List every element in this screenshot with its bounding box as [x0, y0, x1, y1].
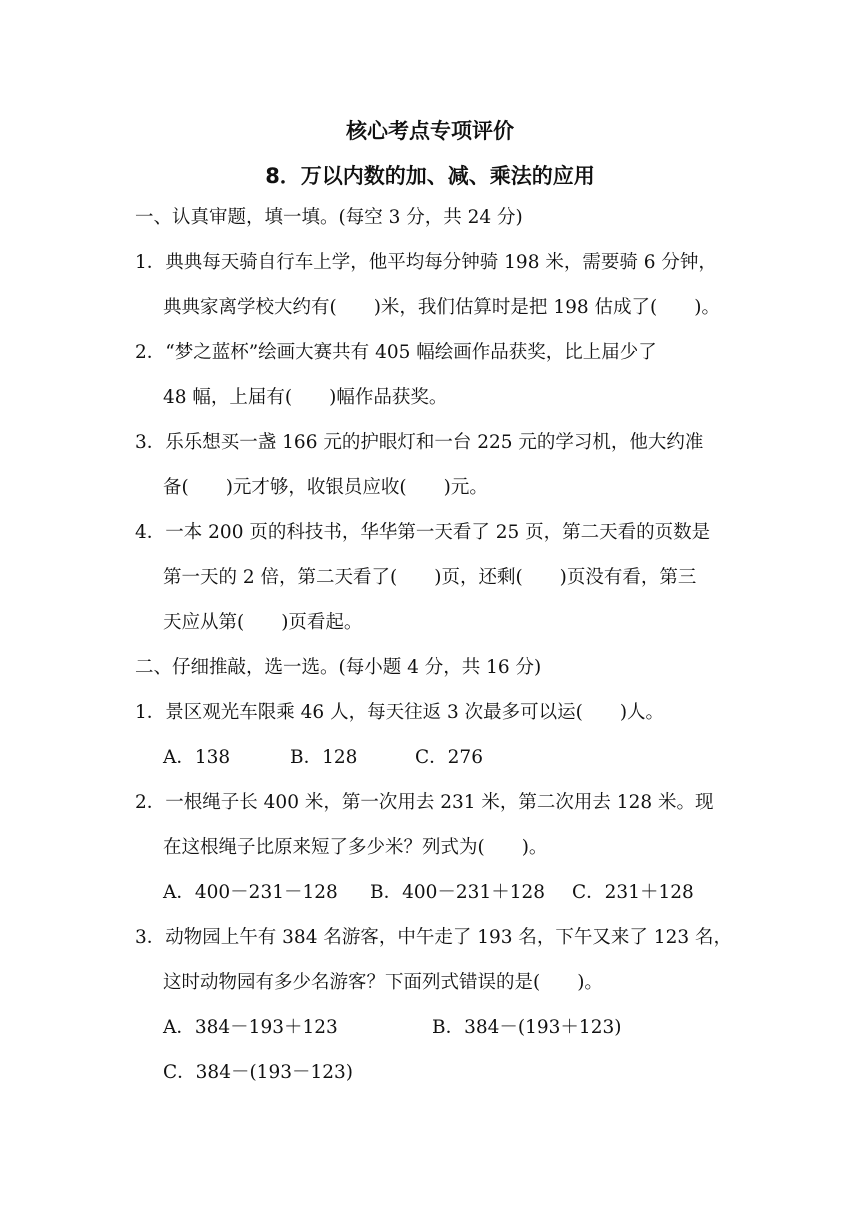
section2-q2-line2: 在这根绳子比原来短了多少米？列式为( )。: [163, 837, 548, 858]
section2-q2-option-c: C．231＋128: [572, 882, 694, 903]
section1-q4-line3: 天应从第( )页看起。: [163, 612, 363, 633]
section1-q3-line2: 备( )元才够，收银员应收( )元。: [163, 477, 488, 498]
section2-heading: 二、仔细推敲，选一选。(每小题 4 分，共 16 分): [135, 657, 542, 678]
section1-q3-line1: 3．乐乐想买一盏 166 元的护眼灯和一台 225 元的学习机，他大约准: [135, 432, 704, 453]
section2-q1-line1: 1．景区观光车限乘 46 人，每天往返 3 次最多可以运( )人。: [135, 702, 665, 723]
section2-q1-option-c: C．276: [415, 747, 483, 768]
section2-q2-option-b: B．400－231＋128: [370, 882, 546, 903]
section1-q2-line2: 48 幅，上届有( )幅作品获奖。: [163, 387, 448, 408]
section2-q3-option-c: C．384－(193－123): [163, 1062, 354, 1083]
section2-q2-line1: 2．一根绳子长 400 米，第一次用去 231 米，第二次用去 128 米。现: [135, 792, 714, 813]
section2-q1-option-b: B．128: [290, 747, 358, 768]
section2-q3-option-b: B．384－(193＋123): [432, 1017, 622, 1038]
section1-q2-line1: 2．“梦之蓝杯”绘画大赛共有 405 幅绘画作品获奖，比上届少了: [135, 342, 657, 363]
section1-q4-line1: 4．一本 200 页的科技书，华华第一天看了 25 页，第二天看的页数是: [135, 522, 711, 543]
worksheet-title: 核心考点专项评价: [346, 119, 514, 143]
section1-heading: 一、认真审题，填一填。(每空 3 分，共 24 分): [135, 207, 523, 228]
worksheet-subtitle: 8．万以内数的加、减、乘法的应用: [265, 164, 595, 188]
section2-q3-line1: 3．动物园上午有 384 名游客，中午走了 193 名，下午又来了 123 名，: [135, 927, 732, 948]
section1-q1-line2: 典典家离学校大约有( )米，我们估算时是把 198 估成了( )。: [163, 297, 720, 318]
section1-q4-line2: 第一天的 2 倍，第二天看了( )页，还剩( )页没有看，第三: [163, 567, 697, 588]
section2-q2-option-a: A．400－231－128: [163, 882, 338, 903]
section1-q1-line1: 1．典典每天骑自行车上学，他平均每分钟骑 198 米，需要骑 6 分钟，: [135, 252, 717, 273]
section2-q3-line2: 这时动物园有多少名游客？下面列式错误的是( )。: [163, 972, 603, 993]
section2-q1-option-a: A．138: [163, 747, 231, 768]
section2-q3-option-a: A．384－193＋123: [163, 1017, 338, 1038]
